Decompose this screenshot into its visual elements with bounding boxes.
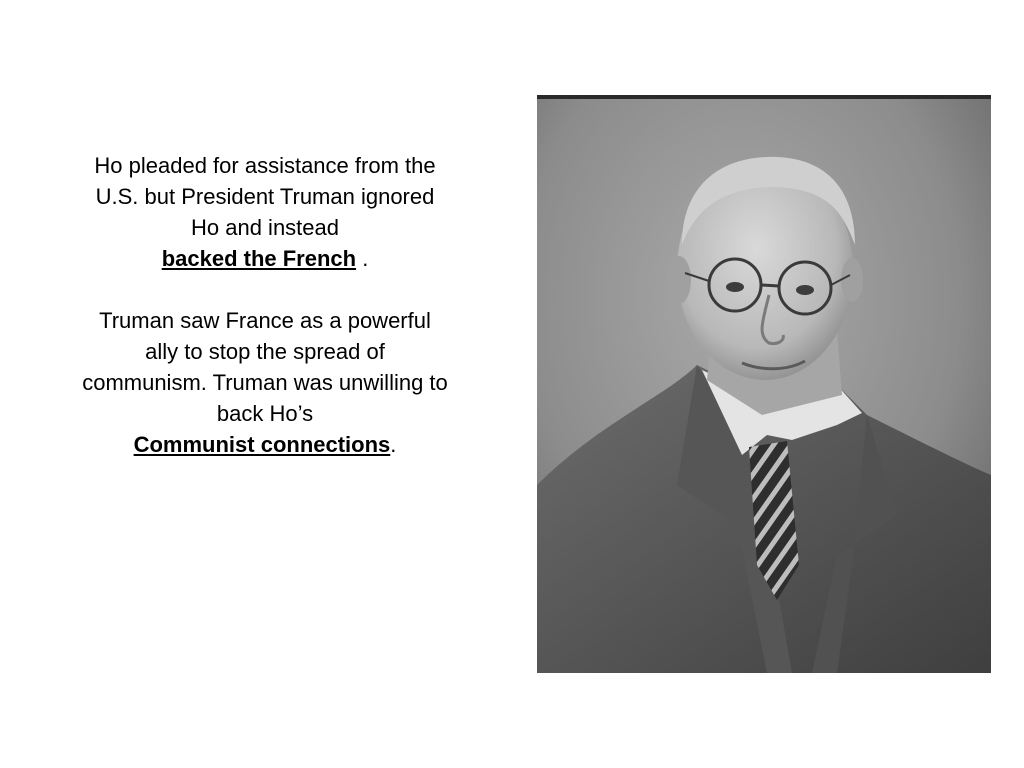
portrait-image: [537, 95, 991, 673]
slide-text: [80, 150, 450, 460]
paragraph-1-lead: Ho pleaded for assistance from the U.S. but President Truman ignored Ho and instead: [94, 153, 436, 240]
paragraph-1-tail: .: [356, 246, 369, 271]
truman-portrait-photo: [537, 95, 991, 673]
paragraph-2-lead: Truman saw France as a powerful ally to stop the spread of communism. Truman was unwilling to back Ho’s: [82, 308, 448, 426]
paragraph-truman-ignored-ho: [80, 150, 450, 274]
paragraph-france-ally: [80, 305, 450, 460]
paragraph-2-tail: .: [390, 432, 397, 457]
communist-connections-emphasis: Communist connections: [133, 432, 391, 457]
backed-the-french-emphasis: backed the French: [161, 246, 357, 271]
